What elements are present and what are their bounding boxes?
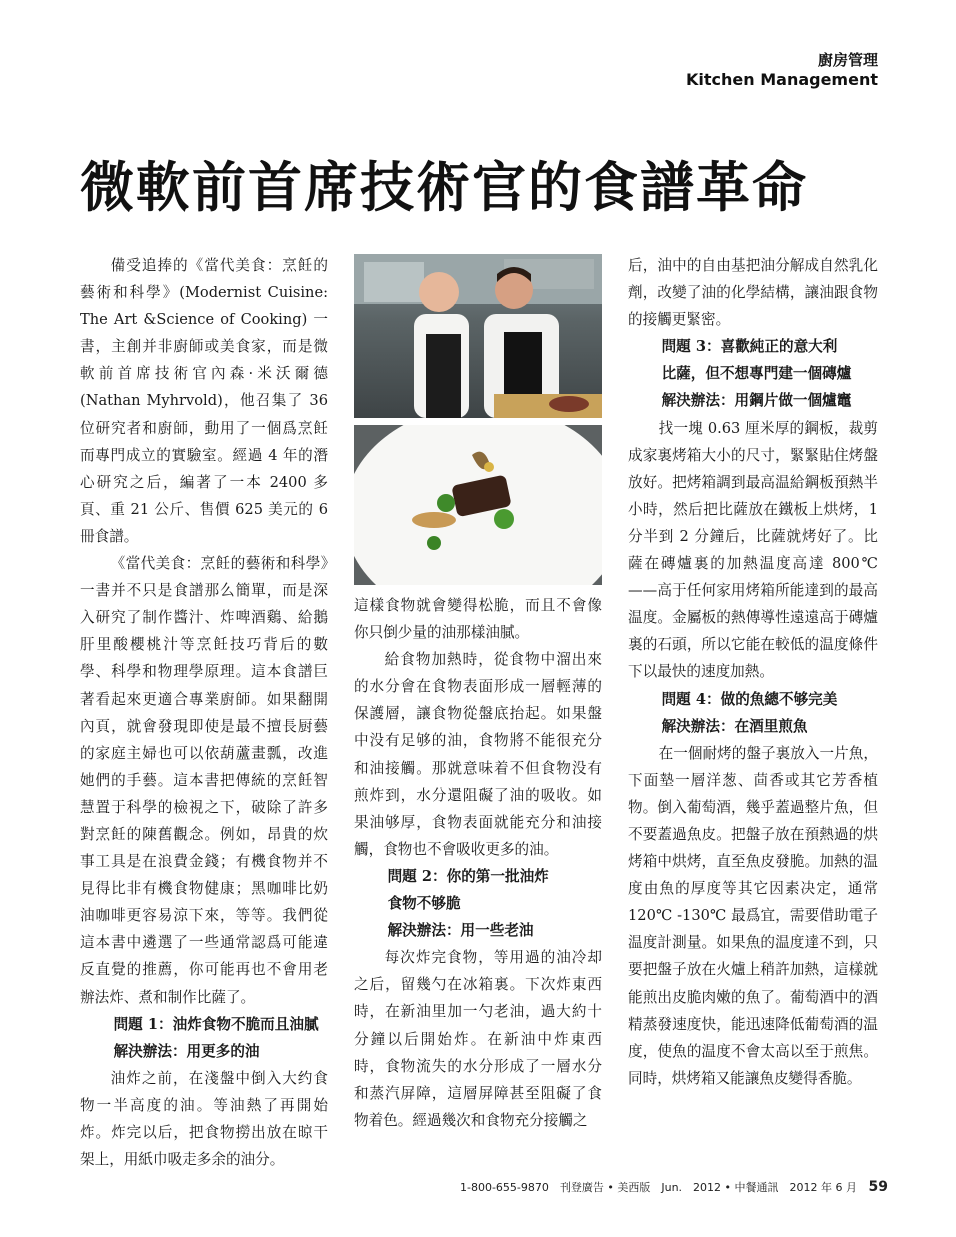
- article-title: 微軟前首席技術官的食譜革命: [80, 155, 808, 219]
- subheading: 解決辦法：用一些老油: [387, 922, 534, 940]
- paragraph: 備受追捧的《當代美食：烹飪的藝術和科學》(Modernist Cuisine: The Art &Science of Cooking) 一書，主創并非廚師或美食家，而是微軟前首席技術官內森·米沃爾德(Nathan Myhrvold)，他召集了 36 位研究者和廚師，動用了一個爲烹飪而專門成立的實驗室。經過 4 年的潛心研究之后，編著了一本 2400 多頁、重 21 公斤、售價 625 美元的 6 冊食譜。: [80, 257, 328, 545]
- paragraph: 油炸之前，在淺盤中倒入大约食物一半高度的油。等油熱了再開始炸。炸完以后，把食物撈出放在晾干架上，用紙巾吸走多余的油分。: [80, 1069, 328, 1169]
- dish-illustration: [354, 425, 602, 585]
- chefs-photo: [354, 254, 602, 418]
- chefs-illustration: [354, 254, 602, 418]
- footer-text: 1-800-655-9870 刊登廣告 • 美西版 Jun. 2012 • 中餐通訊 2012 年 6 月: [460, 1181, 858, 1194]
- subheading: 問題 1：油炸食物不脆而且油膩: [113, 1015, 319, 1033]
- article-column-1: [80, 252, 328, 1173]
- section-header: [686, 50, 878, 90]
- section-title-en: Kitchen Management: [686, 70, 878, 89]
- paragraph: 這樣食物就會變得松脆，而且不會像你只倒少量的油那樣油膩。: [354, 597, 602, 642]
- page-footer: [460, 1179, 888, 1195]
- article-column-2: [354, 592, 602, 1134]
- paragraph: 在一個耐烤的盤子裏放入一片魚，下面墊一層洋葱、茴香或其它芳香植物。倒入葡萄酒，幾乎蓋過整片魚，但不要蓋過魚皮。把盤子放在預熱過的烘烤箱中烘烤，直至魚皮發脆。加熱的温度由魚的厚度等其它因素决定，通常 120℃ -130℃ 最爲宜，需要借助電子温度計測量。如果魚的温度達不到，只要把盤子放在火爐上稍許加熱，這樣就能煎出皮脆肉嫩的魚了。葡萄酒中的酒精蒸發速度快，能迅速降低葡萄酒的温度，使魚的温度不會太高以至于煎焦。同時，烘烤箱又能讓魚皮變得香脆。: [628, 744, 878, 1087]
- paragraph: 給食物加熱時，從食物中溜出來的水分會在食物表面形成一層輕薄的保護層，讓食物從盤底抬起。如果盤中没有足够的油，食物將不能很充分和油接觸。那就意味着不但食物没有煎炸到，水分還阻礙了油的吸收。如果油够厚，食物表面就能充分和油接觸，食物也不會吸收更多的油。: [354, 651, 602, 858]
- subheading: 解決辦法：在酒里煎魚: [661, 717, 808, 735]
- subheading: 解決辦法：用更多的油: [113, 1042, 260, 1060]
- subheading: 問題 4：做的魚總不够完美: [661, 690, 838, 708]
- subheading: 問題 2：你的第一批油炸: [387, 867, 549, 885]
- subheading: 問題 3：喜歡純正的意大利: [661, 338, 838, 356]
- article-column-3: [628, 252, 878, 1092]
- subheading: 食物不够脆: [387, 895, 461, 913]
- subheading: 比薩，但不想專門建一個磚爐: [661, 365, 852, 383]
- section-title-zh: 廚房管理: [817, 51, 878, 69]
- dish-photo: [354, 425, 602, 585]
- paragraph: 找一塊 0.63 厘米厚的鋼板，裁剪成家裏烤箱大小的尺寸，緊緊貼住烤盤放好。把烤箱調到最高温給鋼板預熱半小時，然后把比薩放在鐵板上烘烤，1 分半到 2 分鐘后，比薩就烤好了。比薩在磚爐裏的加熱温度高達 800℃ ——高于任何家用烤箱所能達到的最高温度。金屬板的熱傳導性遠遠高于磚爐裏的石頭，所以它能在較低的温度條件下以最快的速度加熱。: [628, 419, 878, 681]
- paragraph: 每次炸完食物，等用過的油冷却之后，留幾勺在冰箱裏。下次炸東西時，在新油里加一勺老油，過大約十分鐘以后開始炸。在新油中炸東西時，食物流失的水分形成了一層水分和蒸汽屏障，這層屏障甚至阻礙了食物着色。經過幾次和食物充分接觸之: [354, 949, 602, 1129]
- paragraph: 《當代美食：烹飪的藝術和科學》一書并不只是食譜那么簡單，而是深入研究了制作醬汁、炸啤酒鷄、給鵝肝里酸櫻桃汁等烹飪技巧背后的數學、科學和物理學原理。這本食譜巨著看起來更適合專業廚師。如果翻開內頁，就會發現即使是最不擅長厨藝的家庭主婦也可以依葫蘆畫瓢，改進她們的手藝。這本書把傳統的烹飪智慧置于科學的檢視之下，破除了許多對烹飪的陳舊觀念。例如，昂貴的炊事工具是在浪費金錢；有機食物并不見得比非有機食物健康；黑咖啡比奶油咖啡更容易涼下來，等等。我們從這本書中遴選了一些通常認爲可能違反直覺的推薦，你可能再也不會用老辦法炸、煮和制作比薩了。: [80, 555, 328, 1006]
- paragraph: 后，油中的自由基把油分解成自然乳化劑，改變了油的化學結構，讓油跟食物的接觸更緊密。: [628, 257, 878, 329]
- subheading: 解決辦法：用鋼片做一個爐竈: [661, 392, 852, 410]
- page-number: 59: [868, 1179, 888, 1195]
